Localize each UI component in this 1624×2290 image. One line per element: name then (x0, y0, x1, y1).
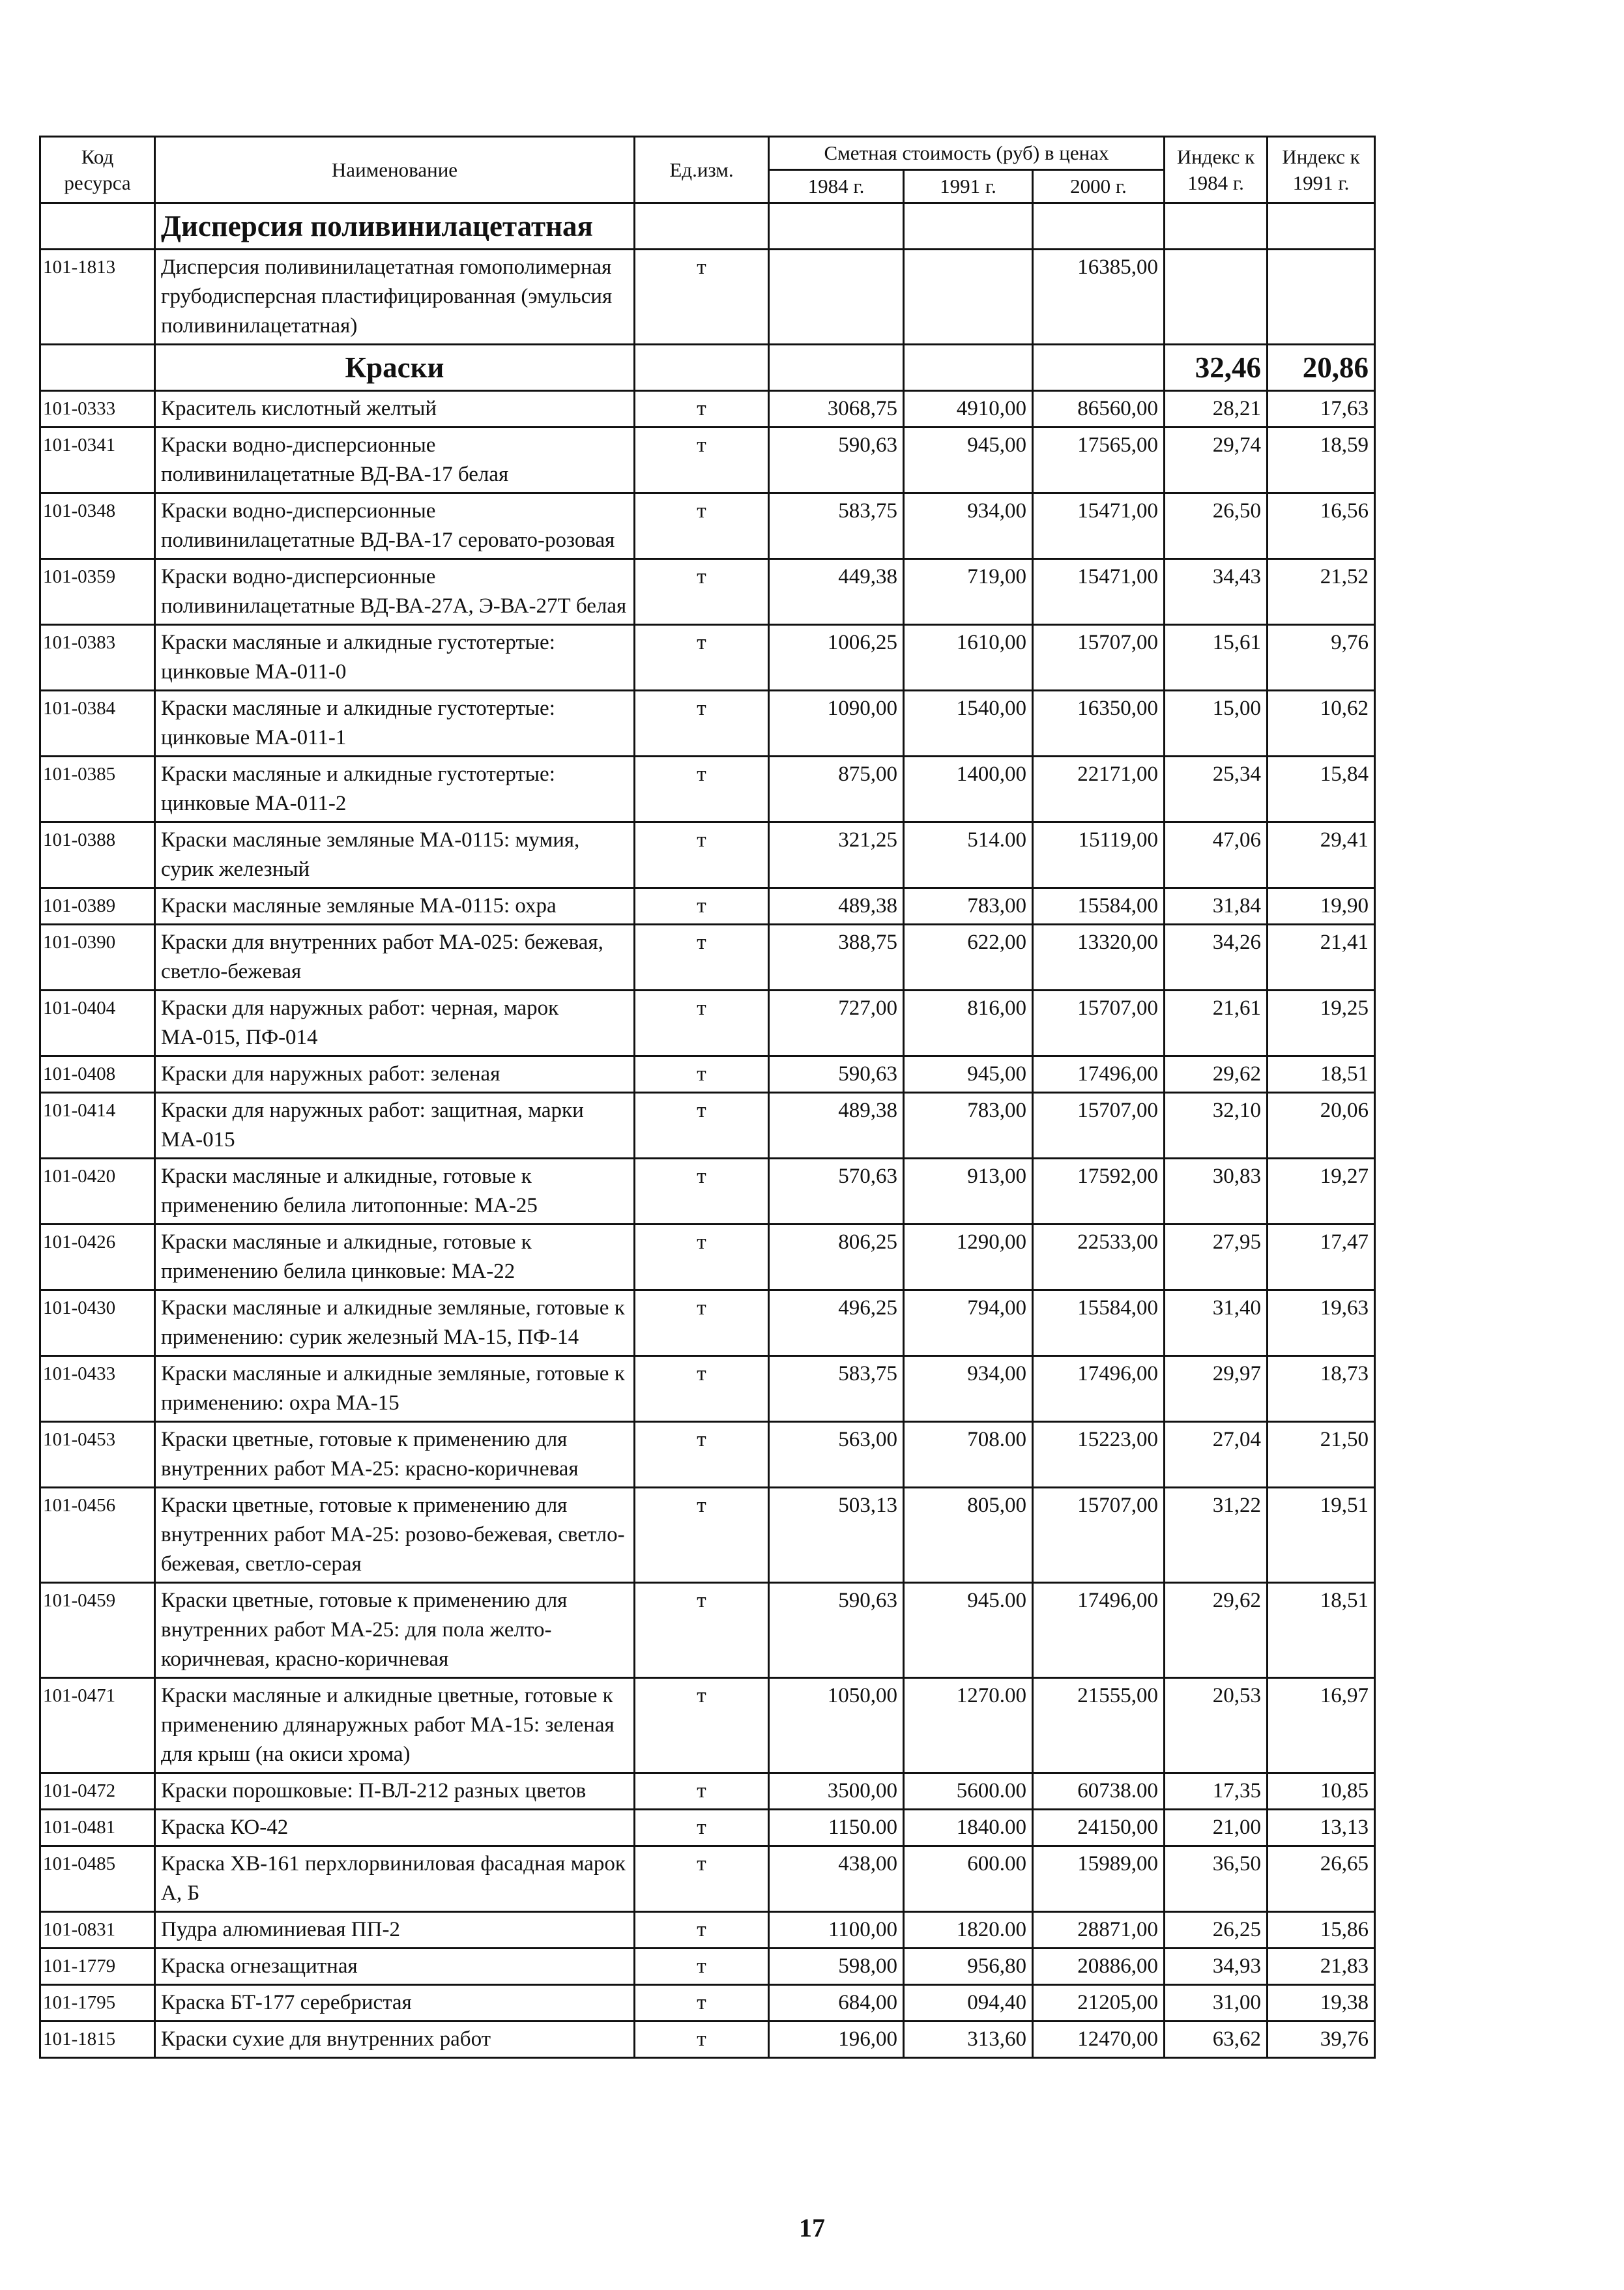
price-1991 (904, 250, 1033, 345)
resource-unit: т (635, 1422, 769, 1488)
page-number: 17 (799, 2213, 825, 2242)
price-1984: 449,38 (769, 559, 904, 625)
table-row (40, 888, 1375, 925)
index-1991: 29,41 (1268, 822, 1375, 888)
price-1991: 956,80 (904, 1949, 1033, 1985)
index-1984: 27,04 (1165, 1422, 1268, 1488)
resource-name: Краски водно-дисперсионные поливинилацетатные ВД-ВА-17 белая (155, 428, 635, 493)
table-row (40, 1985, 1375, 2022)
price-1984: 496,25 (769, 1290, 904, 1356)
resource-unit: т (635, 822, 769, 888)
header-1991: 1991 г. (904, 170, 1033, 203)
price-1991: 934,00 (904, 1356, 1033, 1422)
section-title: Дисперсия поливинилацетатная (155, 203, 635, 250)
index-1991: 15,84 (1268, 757, 1375, 822)
price-1984: 875,00 (769, 757, 904, 822)
resource-name: Краски сухие для внутренних работ (155, 2022, 635, 2058)
price-2000: 17565,00 (1033, 428, 1165, 493)
price-1984: 806,25 (769, 1225, 904, 1290)
price-2000: 22533,00 (1033, 1225, 1165, 1290)
index-1991: 21,83 (1268, 1949, 1375, 1985)
resource-unit: т (635, 1488, 769, 1583)
price-2000: 17496,00 (1033, 1583, 1165, 1678)
section-2000-cell (1033, 345, 1165, 391)
index-1991: 18,51 (1268, 1056, 1375, 1093)
resource-unit: т (635, 1159, 769, 1225)
price-1991: 514.00 (904, 822, 1033, 888)
index-1991: 16,97 (1268, 1678, 1375, 1773)
index-1991: 15,86 (1268, 1912, 1375, 1949)
resource-code: 101-0385 (40, 757, 155, 822)
price-1984: 583,75 (769, 1356, 904, 1422)
index-1991: 19,27 (1268, 1159, 1375, 1225)
resource-name: Краски масляные и алкидные, готовые к применению белила цинковые: МА-22 (155, 1225, 635, 1290)
index-1991: 18,51 (1268, 1583, 1375, 1678)
table-row (40, 1846, 1375, 1912)
index-1984: 34,26 (1165, 925, 1268, 991)
resource-name: Краски масляные земляные МА-0115: охра (155, 888, 635, 925)
price-1991: 1400,00 (904, 757, 1033, 822)
price-1984: 3500,00 (769, 1773, 904, 1810)
index-1984: 34,43 (1165, 559, 1268, 625)
header-index-1991: Индекс к 1991 г. (1268, 137, 1375, 203)
header-unit: Ед.изм. (635, 137, 769, 203)
header-row-1 (40, 137, 1375, 170)
price-1984: 1006,25 (769, 625, 904, 691)
price-2000: 15707,00 (1033, 625, 1165, 691)
resource-code: 101-1815 (40, 2022, 155, 2058)
resource-name: Краски масляные и алкидные густотертые: цинковые МА-011-2 (155, 757, 635, 822)
resource-unit: т (635, 1056, 769, 1093)
section-2000-cell (1033, 203, 1165, 250)
index-1991: 39,76 (1268, 2022, 1375, 2058)
resource-name: Краски масляные земляные МА-0115: мумия, сурик железный (155, 822, 635, 888)
resource-code: 101-0471 (40, 1678, 155, 1773)
resource-code: 101-1813 (40, 250, 155, 345)
table-row (40, 991, 1375, 1056)
resource-code: 101-1795 (40, 1985, 155, 2022)
price-1984: 590,63 (769, 1056, 904, 1093)
resource-code: 101-0831 (40, 1912, 155, 1949)
price-2000: 17496,00 (1033, 1056, 1165, 1093)
price-1984: 1100,00 (769, 1912, 904, 1949)
price-2000: 60738.00 (1033, 1773, 1165, 1810)
index-1984: 26,50 (1165, 493, 1268, 559)
price-2000: 15223,00 (1033, 1422, 1165, 1488)
section-title: Краски (155, 345, 635, 391)
index-1984: 15,61 (1165, 625, 1268, 691)
price-table (39, 136, 1376, 2059)
index-1984: 29,62 (1165, 1583, 1268, 1678)
price-1984: 590,63 (769, 1583, 904, 1678)
index-1991 (1268, 250, 1375, 345)
index-1991: 19,38 (1268, 1985, 1375, 2022)
resource-unit: т (635, 2022, 769, 2058)
section-1991-cell (904, 203, 1033, 250)
resource-name: Пудра алюминиевая ПП-2 (155, 1912, 635, 1949)
resource-code: 101-0384 (40, 691, 155, 757)
header-index-1984: Индекс к 1984 г. (1165, 137, 1268, 203)
resource-unit: т (635, 1773, 769, 1810)
resource-unit: т (635, 1810, 769, 1846)
resource-unit: т (635, 559, 769, 625)
header-1984: 1984 г. (769, 170, 904, 203)
document-page (39, 136, 1374, 2059)
price-2000: 21205,00 (1033, 1985, 1165, 2022)
resource-unit: т (635, 888, 769, 925)
index-1991: 10,62 (1268, 691, 1375, 757)
index-1991: 13,13 (1268, 1810, 1375, 1846)
price-1984: 1090,00 (769, 691, 904, 757)
price-2000: 20886,00 (1033, 1949, 1165, 1985)
resource-code: 101-0472 (40, 1773, 155, 1810)
index-1984: 63,62 (1165, 2022, 1268, 2058)
resource-unit: т (635, 1912, 769, 1949)
index-1984: 34,93 (1165, 1949, 1268, 1985)
resource-unit: т (635, 391, 769, 428)
index-1984: 29,74 (1165, 428, 1268, 493)
table-row (40, 1773, 1375, 1810)
price-1984: 489,38 (769, 1093, 904, 1159)
resource-unit: т (635, 1846, 769, 1912)
section-index-1984: 32,46 (1165, 345, 1268, 391)
table-row (40, 493, 1375, 559)
resource-code: 101-0414 (40, 1093, 155, 1159)
table-row (40, 1422, 1375, 1488)
price-1991: 945,00 (904, 1056, 1033, 1093)
resource-unit: т (635, 1583, 769, 1678)
resource-code: 101-0388 (40, 822, 155, 888)
price-1984: 570,63 (769, 1159, 904, 1225)
index-1984: 32,10 (1165, 1093, 1268, 1159)
resource-code: 101-0453 (40, 1422, 155, 1488)
section-header-row (40, 345, 1375, 391)
resource-unit: т (635, 1949, 769, 1985)
section-unit-cell (635, 203, 769, 250)
resource-unit: т (635, 493, 769, 559)
resource-name: Дисперсия поливинилацетатная гомополимерная грубодисперсная пластифицированная (эмульсия поливинилацетатная) (155, 250, 635, 345)
price-1991: 794,00 (904, 1290, 1033, 1356)
price-1984: 438,00 (769, 1846, 904, 1912)
index-1991: 21,50 (1268, 1422, 1375, 1488)
header-cost-group: Сметная стоимость (руб) в ценах (769, 137, 1165, 170)
price-1991: 805,00 (904, 1488, 1033, 1583)
price-1984: 583,75 (769, 493, 904, 559)
resource-name: Краски порошковые: П-ВЛ-212 разных цветов (155, 1773, 635, 1810)
table-row (40, 1056, 1375, 1093)
index-1991: 9,76 (1268, 625, 1375, 691)
resource-name: Краски цветные, готовые к применению для внутренних работ МА-25: для пола желто-коричневая, красно-коричневая (155, 1583, 635, 1678)
index-1984: 31,22 (1165, 1488, 1268, 1583)
table-row (40, 1488, 1375, 1583)
resource-name: Краски масляные и алкидные густотертые: цинковые МА-011-1 (155, 691, 635, 757)
index-1984: 15,00 (1165, 691, 1268, 757)
index-1991: 21,41 (1268, 925, 1375, 991)
table-row (40, 1159, 1375, 1225)
section-code-cell (40, 203, 155, 250)
section-1984-cell (769, 345, 904, 391)
index-1991: 16,56 (1268, 493, 1375, 559)
resource-name: Краска БТ-177 серебристая (155, 1985, 635, 2022)
index-1991: 17,47 (1268, 1225, 1375, 1290)
price-2000: 15989,00 (1033, 1846, 1165, 1912)
price-1984: 1050,00 (769, 1678, 904, 1773)
price-1984: 727,00 (769, 991, 904, 1056)
section-1984-cell (769, 203, 904, 250)
resource-name: Краски цветные, готовые к применению для внутренних работ МА-25: красно-коричневая (155, 1422, 635, 1488)
resource-code: 101-0433 (40, 1356, 155, 1422)
table-row (40, 691, 1375, 757)
resource-name: Краски масляные и алкидные цветные, готовые к применению длянаружных работ МА-15: зеленая для крыш (на окиси хрома) (155, 1678, 635, 1773)
price-1991: 719,00 (904, 559, 1033, 625)
resource-unit: т (635, 625, 769, 691)
resource-code: 101-0430 (40, 1290, 155, 1356)
price-1991: 1840.00 (904, 1810, 1033, 1846)
price-1984 (769, 250, 904, 345)
index-1984: 30,83 (1165, 1159, 1268, 1225)
resource-unit: т (635, 1093, 769, 1159)
index-1984: 27,95 (1165, 1225, 1268, 1290)
index-1984: 31,84 (1165, 888, 1268, 925)
index-1991: 20,06 (1268, 1093, 1375, 1159)
resource-code: 101-0404 (40, 991, 155, 1056)
price-2000: 86560,00 (1033, 391, 1165, 428)
index-1984: 36,50 (1165, 1846, 1268, 1912)
resource-code: 101-1779 (40, 1949, 155, 1985)
price-1991: 1270.00 (904, 1678, 1033, 1773)
table-row (40, 1583, 1375, 1678)
header-2000: 2000 г. (1033, 170, 1165, 203)
section-index-1984 (1165, 203, 1268, 250)
resource-name: Краски масляные и алкидные земляные, готовые к применению: охра МА-15 (155, 1356, 635, 1422)
resource-unit: т (635, 1290, 769, 1356)
index-1984: 21,61 (1165, 991, 1268, 1056)
index-1991: 18,73 (1268, 1356, 1375, 1422)
price-1991: 5600.00 (904, 1773, 1033, 1810)
table-row (40, 1810, 1375, 1846)
price-1984: 684,00 (769, 1985, 904, 2022)
price-1991: 783,00 (904, 888, 1033, 925)
resource-unit: т (635, 757, 769, 822)
price-1991: 622,00 (904, 925, 1033, 991)
price-2000: 15707,00 (1033, 991, 1165, 1056)
price-1991: 783,00 (904, 1093, 1033, 1159)
price-1991: 313,60 (904, 2022, 1033, 2058)
resource-code: 101-0348 (40, 493, 155, 559)
header-name: Наименование (155, 137, 635, 203)
resource-unit: т (635, 1356, 769, 1422)
price-1991: 4910,00 (904, 391, 1033, 428)
price-1984: 1150.00 (769, 1810, 904, 1846)
resource-code: 101-0333 (40, 391, 155, 428)
price-1984: 388,75 (769, 925, 904, 991)
price-2000: 15584,00 (1033, 1290, 1165, 1356)
section-index-1991 (1268, 203, 1375, 250)
resource-name: Краски для внутренних работ МА-025: бежевая, светло-бежевая (155, 925, 635, 991)
price-2000: 16350,00 (1033, 691, 1165, 757)
price-2000: 22171,00 (1033, 757, 1165, 822)
index-1991: 17,63 (1268, 391, 1375, 428)
index-1984: 26,25 (1165, 1912, 1268, 1949)
index-1991: 26,65 (1268, 1846, 1375, 1912)
price-2000: 28871,00 (1033, 1912, 1165, 1949)
price-2000: 15707,00 (1033, 1488, 1165, 1583)
table-row (40, 1912, 1375, 1949)
table-body (40, 203, 1375, 2058)
index-1984: 29,97 (1165, 1356, 1268, 1422)
table-row (40, 1290, 1375, 1356)
resource-code: 101-0389 (40, 888, 155, 925)
index-1991: 19,51 (1268, 1488, 1375, 1583)
section-code-cell (40, 345, 155, 391)
price-1991: 945,00 (904, 428, 1033, 493)
price-1984: 598,00 (769, 1949, 904, 1985)
price-2000: 24150,00 (1033, 1810, 1165, 1846)
index-1991: 19,90 (1268, 888, 1375, 925)
table-row (40, 2022, 1375, 2058)
price-1984: 563,00 (769, 1422, 904, 1488)
resource-code: 101-0456 (40, 1488, 155, 1583)
resource-code: 101-0481 (40, 1810, 155, 1846)
index-1991: 19,25 (1268, 991, 1375, 1056)
price-2000: 15119,00 (1033, 822, 1165, 888)
index-1991: 18,59 (1268, 428, 1375, 493)
index-1984: 17,35 (1165, 1773, 1268, 1810)
price-2000: 15584,00 (1033, 888, 1165, 925)
price-2000: 21555,00 (1033, 1678, 1165, 1773)
resource-unit: т (635, 428, 769, 493)
resource-unit: т (635, 1985, 769, 2022)
price-2000: 15471,00 (1033, 559, 1165, 625)
price-1984: 590,63 (769, 428, 904, 493)
resource-name: Краска КО-42 (155, 1810, 635, 1846)
table-row (40, 1949, 1375, 1985)
index-1984: 20,53 (1165, 1678, 1268, 1773)
section-1991-cell (904, 345, 1033, 391)
resource-unit: т (635, 691, 769, 757)
table-row (40, 925, 1375, 991)
price-1991: 913,00 (904, 1159, 1033, 1225)
price-2000: 17592,00 (1033, 1159, 1165, 1225)
resource-name: Краска ХВ-161 перхлорвиниловая фасадная марок А, Б (155, 1846, 635, 1912)
section-unit-cell (635, 345, 769, 391)
table-row (40, 757, 1375, 822)
index-1984: 31,40 (1165, 1290, 1268, 1356)
resource-name: Краски водно-дисперсионные поливинилацетатные ВД-ВА-27А, Э-ВА-27Т белая (155, 559, 635, 625)
price-1991: 816,00 (904, 991, 1033, 1056)
index-1984: 31,00 (1165, 1985, 1268, 2022)
resource-unit: т (635, 1678, 769, 1773)
table-row (40, 1093, 1375, 1159)
table-row (40, 250, 1375, 345)
table-row (40, 391, 1375, 428)
section-header-row (40, 203, 1375, 250)
table-row (40, 822, 1375, 888)
table-row (40, 1356, 1375, 1422)
index-1984: 28,21 (1165, 391, 1268, 428)
price-1984: 503,13 (769, 1488, 904, 1583)
resource-name: Краски масляные и алкидные земляные, готовые к применению: сурик железный МА-15, ПФ-14 (155, 1290, 635, 1356)
resource-name: Краситель кислотный желтый (155, 391, 635, 428)
resource-code: 101-0426 (40, 1225, 155, 1290)
price-2000: 16385,00 (1033, 250, 1165, 345)
resource-name: Краски для наружных работ: зеленая (155, 1056, 635, 1093)
resource-name: Краски цветные, готовые к применению для внутренних работ МА-25: розово-бежевая, светло-бежевая, светло-серая (155, 1488, 635, 1583)
price-1984: 321,25 (769, 822, 904, 888)
resource-unit: т (635, 991, 769, 1056)
price-1991: 1610,00 (904, 625, 1033, 691)
price-2000: 17496,00 (1033, 1356, 1165, 1422)
table-row (40, 625, 1375, 691)
price-1991: 708.00 (904, 1422, 1033, 1488)
resource-name: Краски для наружных работ: защитная, марки МА-015 (155, 1093, 635, 1159)
table-row (40, 428, 1375, 493)
index-1991: 21,52 (1268, 559, 1375, 625)
price-1991: 1290,00 (904, 1225, 1033, 1290)
price-1984: 196,00 (769, 2022, 904, 2058)
price-2000: 13320,00 (1033, 925, 1165, 991)
resource-name: Краски масляные и алкидные, готовые к применению белила литопонные: МА-25 (155, 1159, 635, 1225)
resource-name: Краска огнезащитная (155, 1949, 635, 1985)
resource-code: 101-0485 (40, 1846, 155, 1912)
price-1991: 600.00 (904, 1846, 1033, 1912)
resource-code: 101-0390 (40, 925, 155, 991)
price-1991: 094,40 (904, 1985, 1033, 2022)
index-1991: 19,63 (1268, 1290, 1375, 1356)
price-2000: 15707,00 (1033, 1093, 1165, 1159)
index-1984: 21,00 (1165, 1810, 1268, 1846)
price-1991: 1820.00 (904, 1912, 1033, 1949)
table-row (40, 1225, 1375, 1290)
resource-code: 101-0359 (40, 559, 155, 625)
price-1991: 945.00 (904, 1583, 1033, 1678)
resource-name: Краски масляные и алкидные густотертые: цинковые МА-011-0 (155, 625, 635, 691)
resource-name: Краски водно-дисперсионные поливинилацетатные ВД-ВА-17 серовато-розовая (155, 493, 635, 559)
resource-unit: т (635, 250, 769, 345)
index-1984: 29,62 (1165, 1056, 1268, 1093)
section-index-1991: 20,86 (1268, 345, 1375, 391)
resource-unit: т (635, 925, 769, 991)
index-1984: 47,06 (1165, 822, 1268, 888)
resource-code: 101-0459 (40, 1583, 155, 1678)
table-row (40, 559, 1375, 625)
resource-code: 101-0383 (40, 625, 155, 691)
header-code: Код ресурса (40, 137, 155, 203)
price-1991: 1540,00 (904, 691, 1033, 757)
price-1984: 489,38 (769, 888, 904, 925)
resource-unit: т (635, 1225, 769, 1290)
price-1984: 3068,75 (769, 391, 904, 428)
price-2000: 15471,00 (1033, 493, 1165, 559)
resource-code: 101-0341 (40, 428, 155, 493)
index-1991: 10,85 (1268, 1773, 1375, 1810)
resource-code: 101-0408 (40, 1056, 155, 1093)
resource-code: 101-0420 (40, 1159, 155, 1225)
resource-name: Краски для наружных работ: черная, марок МА-015, ПФ-014 (155, 991, 635, 1056)
table-row (40, 1678, 1375, 1773)
price-2000: 12470,00 (1033, 2022, 1165, 2058)
index-1984: 25,34 (1165, 757, 1268, 822)
index-1984 (1165, 250, 1268, 345)
price-1991: 934,00 (904, 493, 1033, 559)
